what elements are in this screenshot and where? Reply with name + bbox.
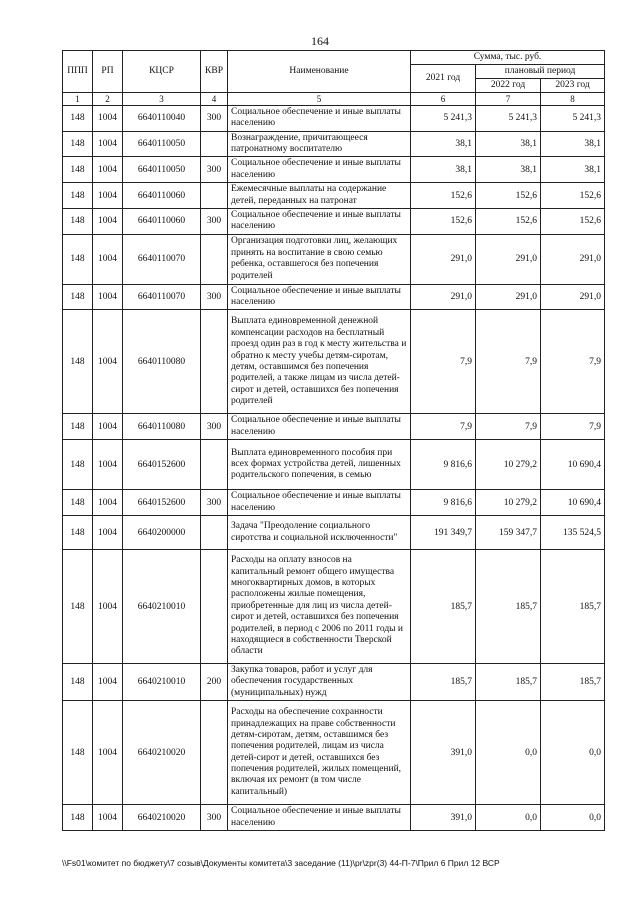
cell-ppp: 148 bbox=[63, 310, 93, 414]
column-index: 5 bbox=[228, 92, 411, 105]
cell-amount-2021: 391,0 bbox=[411, 701, 476, 805]
cell-ppp: 148 bbox=[63, 234, 93, 284]
cell-amount-2022: 7,9 bbox=[476, 414, 541, 440]
cell-name: Социальное обеспечение и иные выплаты населению bbox=[228, 157, 411, 183]
cell-name: Вознаграждение, причитающееся патронатному воспитателю bbox=[228, 131, 411, 157]
cell-rp: 1004 bbox=[93, 183, 123, 209]
cell-ppp: 148 bbox=[63, 183, 93, 209]
cell-amount-2023: 291,0 bbox=[541, 234, 605, 284]
cell-ppp: 148 bbox=[63, 414, 93, 440]
cell-kcsr: 6640110050 bbox=[123, 157, 201, 183]
cell-name: Социальное обеспечение и иные выплаты населению bbox=[228, 805, 411, 831]
cell-amount-2021: 7,9 bbox=[411, 414, 476, 440]
column-index: 8 bbox=[541, 92, 605, 105]
table-row bbox=[63, 550, 605, 664]
cell-amount-2022: 5 241,3 bbox=[476, 105, 541, 131]
cell-name: Ежемесячные выплаты на содержание детей, переданных на патронат bbox=[228, 183, 411, 209]
cell-kcsr: 6640110070 bbox=[123, 284, 201, 310]
cell-kcsr: 6640110080 bbox=[123, 414, 201, 440]
cell-amount-2023: 0,0 bbox=[541, 701, 605, 805]
cell-amount-2023: 135 524,5 bbox=[541, 516, 605, 550]
cell-amount-2021: 5 241,3 bbox=[411, 105, 476, 131]
cell-amount-2021: 191 349,7 bbox=[411, 516, 476, 550]
cell-amount-2021: 38,1 bbox=[411, 157, 476, 183]
cell-rp: 1004 bbox=[93, 701, 123, 805]
cell-amount-2023: 7,9 bbox=[541, 414, 605, 440]
cell-amount-2022: 159 347,7 bbox=[476, 516, 541, 550]
table-row bbox=[63, 131, 605, 157]
cell-amount-2023: 291,0 bbox=[541, 284, 605, 310]
column-index: 6 bbox=[411, 92, 476, 105]
cell-amount-2022: 10 279,2 bbox=[476, 440, 541, 490]
table-row bbox=[63, 310, 605, 414]
cell-ppp: 148 bbox=[63, 131, 93, 157]
cell-kvr: 300 bbox=[201, 284, 228, 310]
table-row bbox=[63, 664, 605, 701]
footer-file-path: \\Fs01\комитет по бюджету\7 созыв\Документы комитета\3 заседание (11)\pr\zpr(3) 44-П-7\Прил 6 Прил 12 ВСР bbox=[62, 858, 500, 868]
cell-kvr bbox=[201, 550, 228, 664]
cell-name: Социальное обеспечение и иные выплаты населению bbox=[228, 414, 411, 440]
table-row bbox=[63, 157, 605, 183]
cell-kvr bbox=[201, 131, 228, 157]
cell-amount-2021: 291,0 bbox=[411, 284, 476, 310]
cell-kcsr: 6640210010 bbox=[123, 550, 201, 664]
cell-kvr bbox=[201, 440, 228, 490]
cell-kcsr: 6640110080 bbox=[123, 310, 201, 414]
column-index: 4 bbox=[201, 92, 228, 105]
cell-ppp: 148 bbox=[63, 490, 93, 516]
table-row bbox=[63, 701, 605, 805]
column-index-row bbox=[63, 92, 605, 105]
cell-amount-2021: 185,7 bbox=[411, 550, 476, 664]
cell-rp: 1004 bbox=[93, 234, 123, 284]
table-row bbox=[63, 805, 605, 831]
column-index: 2 bbox=[93, 92, 123, 105]
table-row bbox=[63, 234, 605, 284]
cell-amount-2022: 185,7 bbox=[476, 664, 541, 701]
cell-amount-2023: 7,9 bbox=[541, 310, 605, 414]
cell-amount-2023: 185,7 bbox=[541, 664, 605, 701]
cell-amount-2021: 152,6 bbox=[411, 183, 476, 209]
table-row bbox=[63, 183, 605, 209]
cell-ppp: 148 bbox=[63, 550, 93, 664]
cell-name: Социальное обеспечение и иные выплаты населению bbox=[228, 208, 411, 234]
cell-amount-2023: 38,1 bbox=[541, 157, 605, 183]
column-index: 7 bbox=[476, 92, 541, 105]
cell-name: Выплата единовременного пособия при всех формах устройства детей, лишенных родительского попечения, в семью bbox=[228, 440, 411, 490]
cell-amount-2023: 10 690,4 bbox=[541, 440, 605, 490]
header-name: Наименование bbox=[228, 51, 411, 93]
cell-amount-2021: 9 816,6 bbox=[411, 440, 476, 490]
cell-kcsr: 6640152600 bbox=[123, 440, 201, 490]
cell-amount-2022: 10 279,2 bbox=[476, 490, 541, 516]
cell-ppp: 148 bbox=[63, 805, 93, 831]
cell-rp: 1004 bbox=[93, 105, 123, 131]
cell-amount-2023: 152,6 bbox=[541, 208, 605, 234]
cell-rp: 1004 bbox=[93, 414, 123, 440]
cell-name: Социальное обеспечение и иные выплаты населению bbox=[228, 284, 411, 310]
cell-kcsr: 6640210020 bbox=[123, 805, 201, 831]
cell-amount-2021: 152,6 bbox=[411, 208, 476, 234]
cell-name: Выплата единовременной денежной компенсации расходов на бесплатный проезд один раз в год к месту жительства и обратно к месту учебы детям-сиротам, детям, оставшимся без попечения родителей, а также лицам из числа детей-сирот и детей, оставшихся без попечения родителей bbox=[228, 310, 411, 414]
cell-kcsr: 6640200000 bbox=[123, 516, 201, 550]
cell-ppp: 148 bbox=[63, 516, 93, 550]
table-row bbox=[63, 440, 605, 490]
cell-name: Расходы на оплату взносов на капитальный ремонт общего имущества многоквартирных домов, в которых расположены жилые помещения, приобретенные для лиц из числа детей-сирот и детей, оставшихся без попечения родителей, в период с 2006 по 2011 годы и находящиеся в собственности Тверской области bbox=[228, 550, 411, 664]
cell-amount-2022: 185,7 bbox=[476, 550, 541, 664]
table-row bbox=[63, 284, 605, 310]
cell-kvr: 300 bbox=[201, 105, 228, 131]
cell-rp: 1004 bbox=[93, 516, 123, 550]
cell-amount-2021: 9 816,6 bbox=[411, 490, 476, 516]
cell-kcsr: 6640110060 bbox=[123, 183, 201, 209]
cell-amount-2022: 0,0 bbox=[476, 805, 541, 831]
cell-kcsr: 6640110050 bbox=[123, 131, 201, 157]
cell-rp: 1004 bbox=[93, 440, 123, 490]
cell-kvr bbox=[201, 310, 228, 414]
cell-amount-2022: 38,1 bbox=[476, 131, 541, 157]
cell-rp: 1004 bbox=[93, 664, 123, 701]
cell-kcsr: 6640110070 bbox=[123, 234, 201, 284]
cell-ppp: 148 bbox=[63, 440, 93, 490]
cell-kcsr: 6640110040 bbox=[123, 105, 201, 131]
cell-name: Организация подготовки лиц, желающих принять на воспитание в свою семью ребенка, оставшегося без попечения родителей bbox=[228, 234, 411, 284]
cell-ppp: 148 bbox=[63, 701, 93, 805]
cell-rp: 1004 bbox=[93, 490, 123, 516]
cell-kcsr: 6640110060 bbox=[123, 208, 201, 234]
cell-rp: 1004 bbox=[93, 157, 123, 183]
cell-kvr bbox=[201, 516, 228, 550]
cell-kvr: 300 bbox=[201, 414, 228, 440]
cell-rp: 1004 bbox=[93, 805, 123, 831]
cell-ppp: 148 bbox=[63, 105, 93, 131]
cell-name: Закупка товаров, работ и услуг для обеспечения государственных (муниципальных) нужд bbox=[228, 664, 411, 701]
cell-amount-2023: 10 690,4 bbox=[541, 490, 605, 516]
cell-kvr: 300 bbox=[201, 157, 228, 183]
cell-kcsr: 6640210010 bbox=[123, 664, 201, 701]
cell-rp: 1004 bbox=[93, 208, 123, 234]
cell-rp: 1004 bbox=[93, 131, 123, 157]
cell-amount-2021: 185,7 bbox=[411, 664, 476, 701]
cell-amount-2022: 152,6 bbox=[476, 183, 541, 209]
table-row bbox=[63, 516, 605, 550]
cell-kvr: 300 bbox=[201, 805, 228, 831]
column-index: 3 bbox=[123, 92, 201, 105]
table-header bbox=[63, 51, 605, 106]
cell-amount-2022: 291,0 bbox=[476, 234, 541, 284]
page-number: 164 bbox=[311, 34, 329, 48]
header-planned-period: плановый период bbox=[476, 64, 605, 78]
header-kcsr: КЦСР bbox=[123, 51, 201, 93]
cell-rp: 1004 bbox=[93, 550, 123, 664]
cell-name: Социальное обеспечение и иные выплаты населению bbox=[228, 490, 411, 516]
cell-kvr bbox=[201, 183, 228, 209]
cell-amount-2023: 185,7 bbox=[541, 550, 605, 664]
cell-ppp: 148 bbox=[63, 157, 93, 183]
cell-amount-2022: 291,0 bbox=[476, 284, 541, 310]
cell-kvr bbox=[201, 234, 228, 284]
cell-ppp: 148 bbox=[63, 208, 93, 234]
cell-amount-2023: 152,6 bbox=[541, 183, 605, 209]
cell-kvr: 300 bbox=[201, 208, 228, 234]
cell-amount-2021: 391,0 bbox=[411, 805, 476, 831]
cell-name: Расходы на обеспечение сохранности принадлежащих на праве собственности детям-сиротам, детям, оставшимся без попечения родителей, лицам из числа детей-сирот и детей, оставшихся без попечения родителей, жилых помещений, включая их ремонт (в том числе капитальный) bbox=[228, 701, 411, 805]
cell-name: Задача "Преодоление социального сиротства и социальной исключенности" bbox=[228, 516, 411, 550]
header-rp: РП bbox=[93, 51, 123, 93]
cell-kcsr: 6640152600 bbox=[123, 490, 201, 516]
table-body bbox=[63, 105, 605, 830]
cell-amount-2023: 38,1 bbox=[541, 131, 605, 157]
cell-ppp: 148 bbox=[63, 664, 93, 701]
header-kvr: КВР bbox=[201, 51, 228, 93]
header-sum: Сумма, тыс. руб. bbox=[411, 51, 605, 65]
column-index: 1 bbox=[63, 92, 93, 105]
cell-amount-2022: 0,0 bbox=[476, 701, 541, 805]
cell-amount-2022: 152,6 bbox=[476, 208, 541, 234]
cell-amount-2021: 38,1 bbox=[411, 131, 476, 157]
cell-kvr: 300 bbox=[201, 490, 228, 516]
cell-amount-2021: 291,0 bbox=[411, 234, 476, 284]
table-row bbox=[63, 414, 605, 440]
cell-name: Социальное обеспечение и иные выплаты населению bbox=[228, 105, 411, 131]
header-year-2021: 2021 год bbox=[411, 64, 476, 92]
cell-kvr bbox=[201, 701, 228, 805]
budget-table bbox=[62, 50, 605, 831]
cell-kcsr: 6640210020 bbox=[123, 701, 201, 805]
cell-rp: 1004 bbox=[93, 284, 123, 310]
table-row bbox=[63, 208, 605, 234]
cell-amount-2023: 0,0 bbox=[541, 805, 605, 831]
cell-amount-2023: 5 241,3 bbox=[541, 105, 605, 131]
cell-kvr: 200 bbox=[201, 664, 228, 701]
header-ppp: ППП bbox=[63, 51, 93, 93]
table-row bbox=[63, 490, 605, 516]
header-year-2022: 2022 год bbox=[476, 78, 541, 92]
cell-amount-2022: 7,9 bbox=[476, 310, 541, 414]
cell-amount-2022: 38,1 bbox=[476, 157, 541, 183]
header-year-2023: 2023 год bbox=[541, 78, 605, 92]
cell-ppp: 148 bbox=[63, 284, 93, 310]
table-row bbox=[63, 105, 605, 131]
cell-amount-2021: 7,9 bbox=[411, 310, 476, 414]
cell-rp: 1004 bbox=[93, 310, 123, 414]
